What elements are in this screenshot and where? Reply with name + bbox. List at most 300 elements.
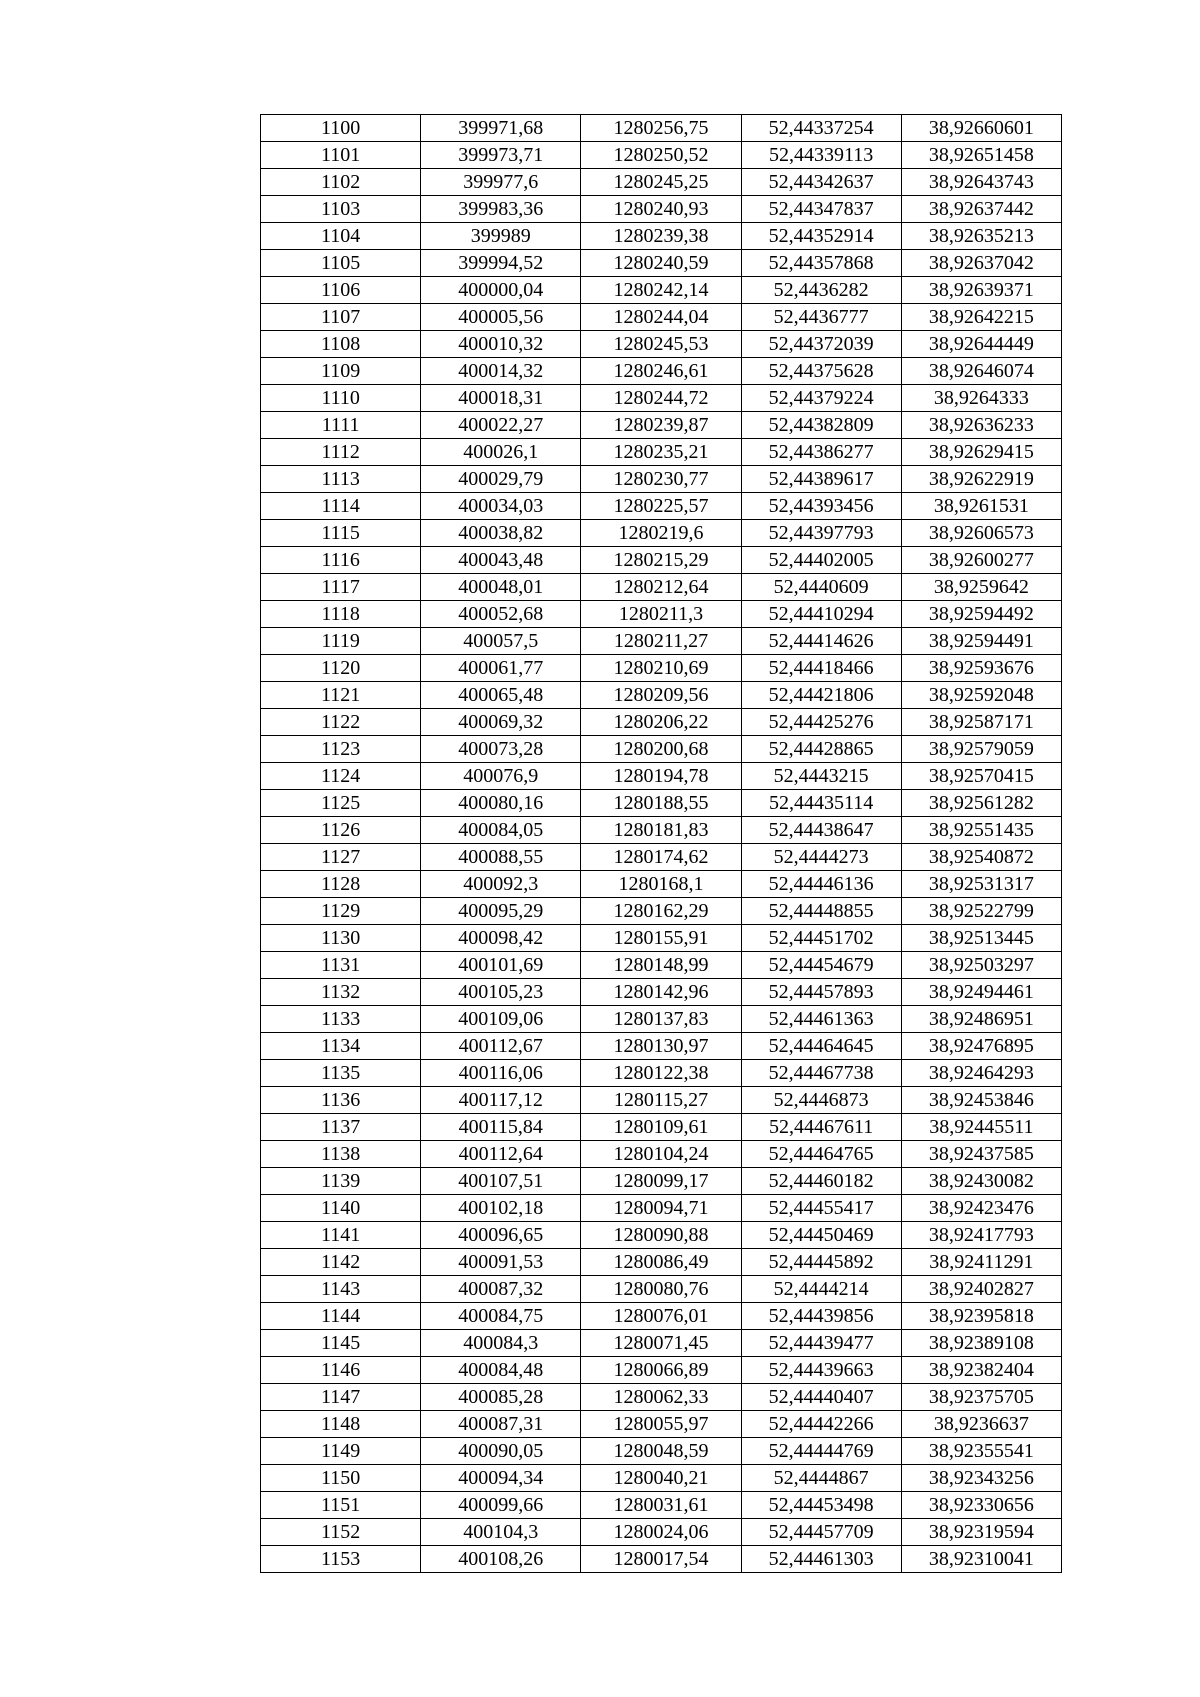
- y-coordinate-cell: 1280250,52: [581, 142, 741, 169]
- x-coordinate-cell: 400034,03: [421, 493, 581, 520]
- longitude-cell: 38,92445511: [901, 1114, 1061, 1141]
- x-coordinate-cell: 400099,66: [421, 1492, 581, 1519]
- y-coordinate-cell: 1280094,71: [581, 1195, 741, 1222]
- latitude-cell: 52,44425276: [741, 709, 901, 736]
- latitude-cell: 52,44386277: [741, 439, 901, 466]
- y-coordinate-cell: 1280235,21: [581, 439, 741, 466]
- y-coordinate-cell: 1280225,57: [581, 493, 741, 520]
- y-coordinate-cell: 1280256,75: [581, 115, 741, 142]
- latitude-cell: 52,44435114: [741, 790, 901, 817]
- table-row: [261, 574, 1062, 601]
- point-number-cell: 1122: [261, 709, 421, 736]
- longitude-cell: 38,92310041: [901, 1546, 1061, 1573]
- point-number-cell: 1144: [261, 1303, 421, 1330]
- table-row: [261, 493, 1062, 520]
- table-row: [261, 1438, 1062, 1465]
- point-number-cell: 1116: [261, 547, 421, 574]
- x-coordinate-cell: 400085,28: [421, 1384, 581, 1411]
- x-coordinate-cell: 400048,01: [421, 574, 581, 601]
- y-coordinate-cell: 1280109,61: [581, 1114, 741, 1141]
- x-coordinate-cell: 400112,64: [421, 1141, 581, 1168]
- point-number-cell: 1112: [261, 439, 421, 466]
- x-coordinate-cell: 400108,26: [421, 1546, 581, 1573]
- longitude-cell: 38,92319594: [901, 1519, 1061, 1546]
- table-row: [261, 1492, 1062, 1519]
- longitude-cell: 38,92593676: [901, 655, 1061, 682]
- coordinates-table: [260, 114, 1062, 1573]
- point-number-cell: 1139: [261, 1168, 421, 1195]
- point-number-cell: 1114: [261, 493, 421, 520]
- latitude-cell: 52,44464645: [741, 1033, 901, 1060]
- longitude-cell: 38,92382404: [901, 1357, 1061, 1384]
- longitude-cell: 38,92579059: [901, 736, 1061, 763]
- latitude-cell: 52,4444867: [741, 1465, 901, 1492]
- point-number-cell: 1118: [261, 601, 421, 628]
- latitude-cell: 52,44337254: [741, 115, 901, 142]
- point-number-cell: 1111: [261, 412, 421, 439]
- longitude-cell: 38,92606573: [901, 520, 1061, 547]
- y-coordinate-cell: 1280206,22: [581, 709, 741, 736]
- table-row: [261, 169, 1062, 196]
- latitude-cell: 52,44460182: [741, 1168, 901, 1195]
- table-row: [261, 1114, 1062, 1141]
- latitude-cell: 52,4436777: [741, 304, 901, 331]
- y-coordinate-cell: 1280181,83: [581, 817, 741, 844]
- longitude-cell: 38,92389108: [901, 1330, 1061, 1357]
- latitude-cell: 52,4444214: [741, 1276, 901, 1303]
- x-coordinate-cell: 400073,28: [421, 736, 581, 763]
- table-row: [261, 898, 1062, 925]
- latitude-cell: 52,44421806: [741, 682, 901, 709]
- longitude-cell: 38,92570415: [901, 763, 1061, 790]
- x-coordinate-cell: 400069,32: [421, 709, 581, 736]
- longitude-cell: 38,92375705: [901, 1384, 1061, 1411]
- point-number-cell: 1136: [261, 1087, 421, 1114]
- y-coordinate-cell: 1280244,72: [581, 385, 741, 412]
- latitude-cell: 52,44453498: [741, 1492, 901, 1519]
- longitude-cell: 38,92635213: [901, 223, 1061, 250]
- table-row: [261, 277, 1062, 304]
- x-coordinate-cell: 400052,68: [421, 601, 581, 628]
- point-number-cell: 1141: [261, 1222, 421, 1249]
- table-row: [261, 1033, 1062, 1060]
- latitude-cell: 52,44451702: [741, 925, 901, 952]
- latitude-cell: 52,44339113: [741, 142, 901, 169]
- table-row: [261, 1546, 1062, 1573]
- point-number-cell: 1145: [261, 1330, 421, 1357]
- latitude-cell: 52,44397793: [741, 520, 901, 547]
- y-coordinate-cell: 1280244,04: [581, 304, 741, 331]
- longitude-cell: 38,92402827: [901, 1276, 1061, 1303]
- table-row: [261, 736, 1062, 763]
- table-row: [261, 1249, 1062, 1276]
- x-coordinate-cell: 400091,53: [421, 1249, 581, 1276]
- table-row: [261, 331, 1062, 358]
- table-row: [261, 1087, 1062, 1114]
- point-number-cell: 1140: [261, 1195, 421, 1222]
- longitude-cell: 38,92423476: [901, 1195, 1061, 1222]
- y-coordinate-cell: 1280086,49: [581, 1249, 741, 1276]
- latitude-cell: 52,4440609: [741, 574, 901, 601]
- latitude-cell: 52,44461303: [741, 1546, 901, 1573]
- point-number-cell: 1110: [261, 385, 421, 412]
- x-coordinate-cell: 400116,06: [421, 1060, 581, 1087]
- latitude-cell: 52,44428865: [741, 736, 901, 763]
- x-coordinate-cell: 400088,55: [421, 844, 581, 871]
- longitude-cell: 38,92651458: [901, 142, 1061, 169]
- latitude-cell: 52,44455417: [741, 1195, 901, 1222]
- y-coordinate-cell: 1280174,62: [581, 844, 741, 871]
- table-row: [261, 1303, 1062, 1330]
- longitude-cell: 38,9261531: [901, 493, 1061, 520]
- x-coordinate-cell: 400005,56: [421, 304, 581, 331]
- x-coordinate-cell: 399971,68: [421, 115, 581, 142]
- table-row: [261, 358, 1062, 385]
- table-row: [261, 1222, 1062, 1249]
- y-coordinate-cell: 1280200,68: [581, 736, 741, 763]
- y-coordinate-cell: 1280090,88: [581, 1222, 741, 1249]
- point-number-cell: 1138: [261, 1141, 421, 1168]
- point-number-cell: 1115: [261, 520, 421, 547]
- table-row: [261, 520, 1062, 547]
- x-coordinate-cell: 400101,69: [421, 952, 581, 979]
- table-row: [261, 547, 1062, 574]
- x-coordinate-cell: 400000,04: [421, 277, 581, 304]
- point-number-cell: 1103: [261, 196, 421, 223]
- x-coordinate-cell: 400084,05: [421, 817, 581, 844]
- point-number-cell: 1123: [261, 736, 421, 763]
- point-number-cell: 1109: [261, 358, 421, 385]
- longitude-cell: 38,92494461: [901, 979, 1061, 1006]
- point-number-cell: 1126: [261, 817, 421, 844]
- table-row: [261, 385, 1062, 412]
- x-coordinate-cell: 399983,36: [421, 196, 581, 223]
- y-coordinate-cell: 1280245,25: [581, 169, 741, 196]
- point-number-cell: 1128: [261, 871, 421, 898]
- latitude-cell: 52,44389617: [741, 466, 901, 493]
- latitude-cell: 52,44467611: [741, 1114, 901, 1141]
- table-row: [261, 1168, 1062, 1195]
- latitude-cell: 52,44445892: [741, 1249, 901, 1276]
- table-row: [261, 979, 1062, 1006]
- x-coordinate-cell: 400029,79: [421, 466, 581, 493]
- latitude-cell: 52,44439663: [741, 1357, 901, 1384]
- latitude-cell: 52,44418466: [741, 655, 901, 682]
- y-coordinate-cell: 1280137,83: [581, 1006, 741, 1033]
- longitude-cell: 38,92430082: [901, 1168, 1061, 1195]
- x-coordinate-cell: 400026,1: [421, 439, 581, 466]
- latitude-cell: 52,44342637: [741, 169, 901, 196]
- longitude-cell: 38,9236637: [901, 1411, 1061, 1438]
- latitude-cell: 52,44375628: [741, 358, 901, 385]
- latitude-cell: 52,44454679: [741, 952, 901, 979]
- table-row: [261, 196, 1062, 223]
- y-coordinate-cell: 1280210,69: [581, 655, 741, 682]
- table-row: [261, 655, 1062, 682]
- x-coordinate-cell: 400107,51: [421, 1168, 581, 1195]
- longitude-cell: 38,92622919: [901, 466, 1061, 493]
- longitude-cell: 38,9264333: [901, 385, 1061, 412]
- longitude-cell: 38,92639371: [901, 277, 1061, 304]
- table-row: [261, 601, 1062, 628]
- x-coordinate-cell: 400065,48: [421, 682, 581, 709]
- y-coordinate-cell: 1280122,38: [581, 1060, 741, 1087]
- y-coordinate-cell: 1280024,06: [581, 1519, 741, 1546]
- y-coordinate-cell: 1280245,53: [581, 331, 741, 358]
- table-row: [261, 1411, 1062, 1438]
- longitude-cell: 38,92644449: [901, 331, 1061, 358]
- longitude-cell: 38,92437585: [901, 1141, 1061, 1168]
- longitude-cell: 38,92587171: [901, 709, 1061, 736]
- y-coordinate-cell: 1280099,17: [581, 1168, 741, 1195]
- point-number-cell: 1153: [261, 1546, 421, 1573]
- longitude-cell: 38,92486951: [901, 1006, 1061, 1033]
- x-coordinate-cell: 400109,06: [421, 1006, 581, 1033]
- table-row: [261, 1465, 1062, 1492]
- latitude-cell: 52,44440407: [741, 1384, 901, 1411]
- longitude-cell: 38,92636233: [901, 412, 1061, 439]
- y-coordinate-cell: 1280219,6: [581, 520, 741, 547]
- longitude-cell: 38,92417793: [901, 1222, 1061, 1249]
- x-coordinate-cell: 400018,31: [421, 385, 581, 412]
- table-row: [261, 790, 1062, 817]
- point-number-cell: 1102: [261, 169, 421, 196]
- point-number-cell: 1106: [261, 277, 421, 304]
- table-row: [261, 412, 1062, 439]
- point-number-cell: 1127: [261, 844, 421, 871]
- latitude-cell: 52,44446136: [741, 871, 901, 898]
- latitude-cell: 52,44467738: [741, 1060, 901, 1087]
- point-number-cell: 1130: [261, 925, 421, 952]
- y-coordinate-cell: 1280071,45: [581, 1330, 741, 1357]
- x-coordinate-cell: 400092,3: [421, 871, 581, 898]
- point-number-cell: 1105: [261, 250, 421, 277]
- table-row: [261, 439, 1062, 466]
- longitude-cell: 38,92660601: [901, 115, 1061, 142]
- point-number-cell: 1147: [261, 1384, 421, 1411]
- x-coordinate-cell: 400102,18: [421, 1195, 581, 1222]
- table-row: [261, 682, 1062, 709]
- longitude-cell: 38,92646074: [901, 358, 1061, 385]
- table-row: [261, 1384, 1062, 1411]
- y-coordinate-cell: 1280240,59: [581, 250, 741, 277]
- x-coordinate-cell: 400084,75: [421, 1303, 581, 1330]
- latitude-cell: 52,4446873: [741, 1087, 901, 1114]
- point-number-cell: 1124: [261, 763, 421, 790]
- y-coordinate-cell: 1280066,89: [581, 1357, 741, 1384]
- latitude-cell: 52,44410294: [741, 601, 901, 628]
- table-row: [261, 223, 1062, 250]
- x-coordinate-cell: 400084,48: [421, 1357, 581, 1384]
- longitude-cell: 38,92600277: [901, 547, 1061, 574]
- table-row: [261, 1519, 1062, 1546]
- y-coordinate-cell: 1280080,76: [581, 1276, 741, 1303]
- x-coordinate-cell: 400105,23: [421, 979, 581, 1006]
- x-coordinate-cell: 400098,42: [421, 925, 581, 952]
- table-row: [261, 466, 1062, 493]
- latitude-cell: 52,44457893: [741, 979, 901, 1006]
- y-coordinate-cell: 1280062,33: [581, 1384, 741, 1411]
- point-number-cell: 1104: [261, 223, 421, 250]
- point-number-cell: 1120: [261, 655, 421, 682]
- x-coordinate-cell: 400087,31: [421, 1411, 581, 1438]
- y-coordinate-cell: 1280155,91: [581, 925, 741, 952]
- point-number-cell: 1135: [261, 1060, 421, 1087]
- longitude-cell: 38,92643743: [901, 169, 1061, 196]
- y-coordinate-cell: 1280130,97: [581, 1033, 741, 1060]
- table-row: [261, 763, 1062, 790]
- x-coordinate-cell: 400022,27: [421, 412, 581, 439]
- latitude-cell: 52,44393456: [741, 493, 901, 520]
- table-row: [261, 1060, 1062, 1087]
- latitude-cell: 52,44414626: [741, 628, 901, 655]
- y-coordinate-cell: 1280188,55: [581, 790, 741, 817]
- point-number-cell: 1100: [261, 115, 421, 142]
- latitude-cell: 52,44464765: [741, 1141, 901, 1168]
- longitude-cell: 38,92464293: [901, 1060, 1061, 1087]
- point-number-cell: 1148: [261, 1411, 421, 1438]
- x-coordinate-cell: 400043,48: [421, 547, 581, 574]
- y-coordinate-cell: 1280242,14: [581, 277, 741, 304]
- longitude-cell: 38,92453846: [901, 1087, 1061, 1114]
- longitude-cell: 38,92330656: [901, 1492, 1061, 1519]
- table-row: [261, 871, 1062, 898]
- longitude-cell: 38,92642215: [901, 304, 1061, 331]
- latitude-cell: 52,44461363: [741, 1006, 901, 1033]
- table-row: [261, 1141, 1062, 1168]
- y-coordinate-cell: 1280212,64: [581, 574, 741, 601]
- y-coordinate-cell: 1280215,29: [581, 547, 741, 574]
- point-number-cell: 1150: [261, 1465, 421, 1492]
- table-row: [261, 1357, 1062, 1384]
- point-number-cell: 1149: [261, 1438, 421, 1465]
- longitude-cell: 38,92343256: [901, 1465, 1061, 1492]
- x-coordinate-cell: 400076,9: [421, 763, 581, 790]
- point-number-cell: 1129: [261, 898, 421, 925]
- x-coordinate-cell: 400057,5: [421, 628, 581, 655]
- point-number-cell: 1125: [261, 790, 421, 817]
- latitude-cell: 52,44439477: [741, 1330, 901, 1357]
- point-number-cell: 1113: [261, 466, 421, 493]
- table-row: [261, 952, 1062, 979]
- x-coordinate-cell: 400084,3: [421, 1330, 581, 1357]
- longitude-cell: 38,92476895: [901, 1033, 1061, 1060]
- longitude-cell: 38,92531317: [901, 871, 1061, 898]
- y-coordinate-cell: 1280194,78: [581, 763, 741, 790]
- latitude-cell: 52,44438647: [741, 817, 901, 844]
- latitude-cell: 52,44448855: [741, 898, 901, 925]
- x-coordinate-cell: 400087,32: [421, 1276, 581, 1303]
- point-number-cell: 1108: [261, 331, 421, 358]
- table-row: [261, 1330, 1062, 1357]
- y-coordinate-cell: 1280115,27: [581, 1087, 741, 1114]
- latitude-cell: 52,44357868: [741, 250, 901, 277]
- table-row: [261, 628, 1062, 655]
- table-row: [261, 1195, 1062, 1222]
- longitude-cell: 38,92411291: [901, 1249, 1061, 1276]
- y-coordinate-cell: 1280246,61: [581, 358, 741, 385]
- table-row: [261, 304, 1062, 331]
- y-coordinate-cell: 1280076,01: [581, 1303, 741, 1330]
- latitude-cell: 52,4443215: [741, 763, 901, 790]
- table-row: [261, 115, 1062, 142]
- longitude-cell: 38,92551435: [901, 817, 1061, 844]
- table-row: [261, 709, 1062, 736]
- longitude-cell: 38,92503297: [901, 952, 1061, 979]
- y-coordinate-cell: 1280230,77: [581, 466, 741, 493]
- point-number-cell: 1152: [261, 1519, 421, 1546]
- x-coordinate-cell: 400112,67: [421, 1033, 581, 1060]
- longitude-cell: 38,92594492: [901, 601, 1061, 628]
- y-coordinate-cell: 1280048,59: [581, 1438, 741, 1465]
- point-number-cell: 1142: [261, 1249, 421, 1276]
- point-number-cell: 1143: [261, 1276, 421, 1303]
- x-coordinate-cell: 399994,52: [421, 250, 581, 277]
- latitude-cell: 52,44450469: [741, 1222, 901, 1249]
- y-coordinate-cell: 1280055,97: [581, 1411, 741, 1438]
- x-coordinate-cell: 400094,34: [421, 1465, 581, 1492]
- y-coordinate-cell: 1280104,24: [581, 1141, 741, 1168]
- x-coordinate-cell: 400014,32: [421, 358, 581, 385]
- longitude-cell: 38,92637042: [901, 250, 1061, 277]
- latitude-cell: 52,44352914: [741, 223, 901, 250]
- longitude-cell: 38,92522799: [901, 898, 1061, 925]
- y-coordinate-cell: 1280211,3: [581, 601, 741, 628]
- x-coordinate-cell: 400038,82: [421, 520, 581, 547]
- y-coordinate-cell: 1280017,54: [581, 1546, 741, 1573]
- table-row: [261, 250, 1062, 277]
- x-coordinate-cell: 400096,65: [421, 1222, 581, 1249]
- table-row: [261, 1006, 1062, 1033]
- latitude-cell: 52,44442266: [741, 1411, 901, 1438]
- y-coordinate-cell: 1280168,1: [581, 871, 741, 898]
- longitude-cell: 38,92592048: [901, 682, 1061, 709]
- longitude-cell: 38,92594491: [901, 628, 1061, 655]
- y-coordinate-cell: 1280240,93: [581, 196, 741, 223]
- latitude-cell: 52,44382809: [741, 412, 901, 439]
- latitude-cell: 52,44379224: [741, 385, 901, 412]
- y-coordinate-cell: 1280239,38: [581, 223, 741, 250]
- table-row: [261, 844, 1062, 871]
- point-number-cell: 1137: [261, 1114, 421, 1141]
- longitude-cell: 38,9259642: [901, 574, 1061, 601]
- point-number-cell: 1131: [261, 952, 421, 979]
- latitude-cell: 52,44372039: [741, 331, 901, 358]
- x-coordinate-cell: 400115,84: [421, 1114, 581, 1141]
- x-coordinate-cell: 399973,71: [421, 142, 581, 169]
- point-number-cell: 1121: [261, 682, 421, 709]
- point-number-cell: 1134: [261, 1033, 421, 1060]
- latitude-cell: 52,4436282: [741, 277, 901, 304]
- latitude-cell: 52,44444769: [741, 1438, 901, 1465]
- point-number-cell: 1133: [261, 1006, 421, 1033]
- table-row: [261, 817, 1062, 844]
- latitude-cell: 52,4444273: [741, 844, 901, 871]
- x-coordinate-cell: 400090,05: [421, 1438, 581, 1465]
- point-number-cell: 1117: [261, 574, 421, 601]
- y-coordinate-cell: 1280040,21: [581, 1465, 741, 1492]
- longitude-cell: 38,92540872: [901, 844, 1061, 871]
- latitude-cell: 52,44347837: [741, 196, 901, 223]
- y-coordinate-cell: 1280142,96: [581, 979, 741, 1006]
- table-row: [261, 1276, 1062, 1303]
- x-coordinate-cell: 400117,12: [421, 1087, 581, 1114]
- x-coordinate-cell: 399989: [421, 223, 581, 250]
- longitude-cell: 38,92513445: [901, 925, 1061, 952]
- longitude-cell: 38,92355541: [901, 1438, 1061, 1465]
- point-number-cell: 1107: [261, 304, 421, 331]
- y-coordinate-cell: 1280031,61: [581, 1492, 741, 1519]
